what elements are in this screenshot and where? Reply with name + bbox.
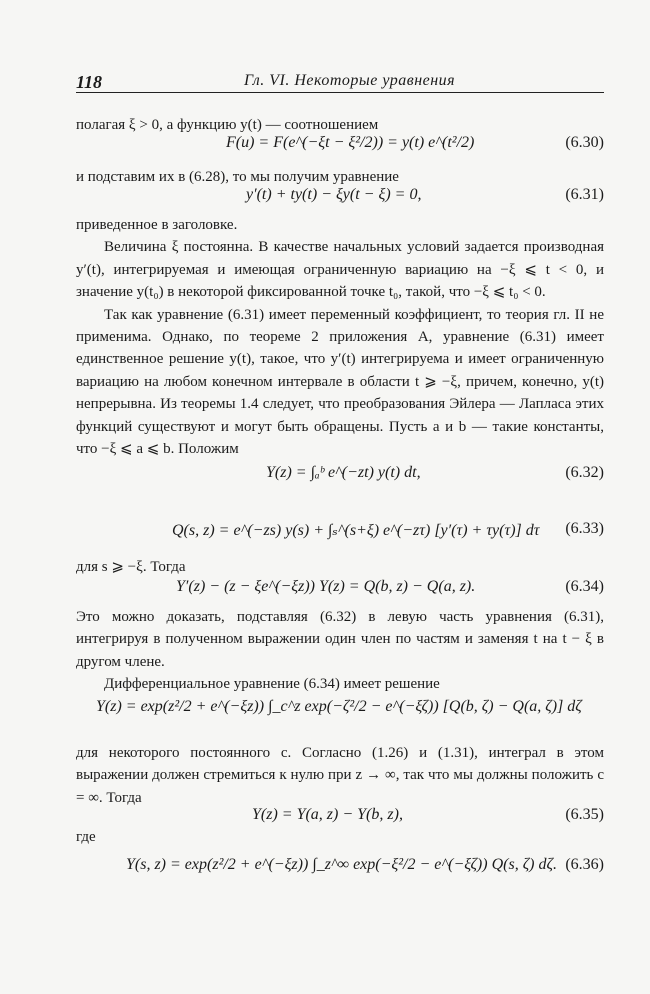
paragraph: Величина ξ постоянна. В качестве начальных условий задается производная y′(t), интегрируемая и имеющая ограниченную вариацию на −ξ ⩽ t < 0, и значение y(t₀) в некоторой фиксированной точке t₀, такой, что −ξ ⩽ t₀ < 0. [76,239,604,301]
formula: Y(z) = exp(z²/2 + e^(−ξz)) ∫_c^z exp(−ζ²/2 − e^(−ξζ)) [Q(b, ζ) − Q(a, ζ)] dζ [96,698,582,715]
paragraph: приведенное в заголовке. [76,217,238,233]
page-number: 118 [76,72,103,92]
equation-solution [76,698,604,726]
equation-number: (6.35) [565,806,604,823]
text-block [76,826,604,848]
equation-6-36 [76,856,604,884]
text-block [76,606,604,696]
formula: Q(s, z) = e^(−zs) y(s) + ∫ₛ^(s+ξ) e^(−zτ) [y′(τ) + τy(τ)] dτ [172,522,540,539]
text-block [76,556,604,578]
paragraph: Так как уравнение (6.31) имеет переменный коэффициент, то теория гл. II не применима. Однако, по теореме 2 приложения А, уравнение (6.31) имеет единственное решение y(t), такое, что y′(t) интегрируема и имеет ограниченную вариацию на любом конечном интервале в области t ⩾ −ξ, причем, конечно, y(t) непрерывна. Из теоремы 1.4 следует, что преобразования Эйлера — Лапласа этих функций существуют и могут быть обращены. Пусть a и b — такие константы, что −ξ ⩽ a ⩽ b. Положим [76,306,604,458]
equation-number: (6.34) [565,578,604,595]
running-title: Гл. VI. Некоторые уравнения [244,72,456,89]
text-block [76,214,604,460]
equation-number: (6.30) [565,134,604,151]
paragraph: для некоторого постоянного c. Согласно (1.26) и (1.31), интеграл в этом выражении должен стремиться к нулю при z → ∞, так что мы должны положить c = ∞. Тогда [76,745,604,806]
equation-number: (6.31) [565,186,604,203]
equation-6-33 [76,520,604,548]
paragraph: для s ⩾ −ξ. Тогда [76,559,186,575]
formula: Y(z) = Y(a, z) − Y(b, z), [252,806,403,823]
formula: F(u) = F(e^(−ξt − ξ²/2)) = y(t) e^(t²/2) [226,134,475,151]
equation-6-32 [76,464,604,492]
equation-number: (6.32) [565,464,604,481]
formula: Y′(z) − (z − ξe^(−ξz)) Y(z) = Q(b, z) − Q(a, z). [176,578,476,595]
equation-6-30 [76,134,604,162]
equation-6-34 [76,578,604,606]
text-block [76,742,604,809]
formula: Y(s, z) = exp(z²/2 + e^(−ξz)) ∫_z^∞ exp(−ξ²/2 − e^(−ξζ)) Q(s, ζ) dζ. [126,856,557,873]
running-header [76,70,604,93]
paragraph: полагая ξ > 0, а функцию y(t) — соотношением [76,117,379,133]
equation-number: (6.33) [565,520,604,537]
formula: y′(t) + ty(t) − ξy(t − ξ) = 0, [246,186,422,203]
paragraph: Это можно доказать, подставляя (6.32) в левую часть уравнения (6.31), интегрируя в полученном выражении один член по частям и заменяя t на t − ξ в другом члене. [76,609,604,670]
equation-6-31 [76,186,604,214]
equation-number: (6.36) [565,856,604,873]
paragraph: Дифференциальное уравнение (6.34) имеет решение [104,676,440,693]
formula: Y(z) = ∫ₐᵇ e^(−zt) y(t) dt, [266,464,421,481]
paragraph: и подставим их в (6.28), то мы получим уравнение [76,169,399,185]
paragraph: где [76,829,96,845]
